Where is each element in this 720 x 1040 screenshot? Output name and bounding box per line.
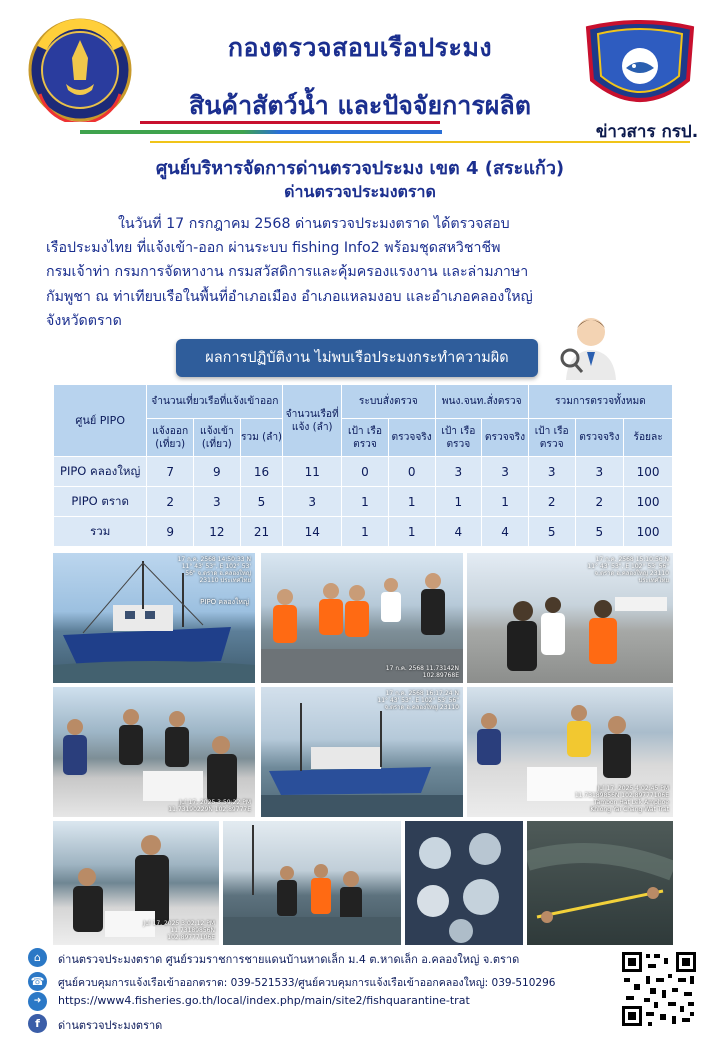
result-banner: ผลการปฏิบัติงาน ไม่พบเรือประมงกระทำความผิด — [176, 339, 538, 377]
table-cell: 100 — [624, 517, 673, 547]
row-label: รวม — [54, 517, 147, 547]
body-line: กัมพูชา ณ ท่าเทียบเรือในพื้นที่อำเภอเมือง อำเภอแหลมงอบ และอำเภอคลองใหญ่ — [46, 288, 533, 305]
col-group-total: รวมการตรวจทั้งหมด — [528, 385, 672, 419]
photo-caption: 17 ก.ค. 2568 14:50:33 N 11° 43' 53", E 102° 53' 56" จ.ตราด อ.คลองใหญ่ 23110 ประเทศไทย — [177, 556, 251, 584]
body-line: ในวันที่ 17 กรกฎาคม 2568 ด่านตรวจประมงตราด ได้ตรวจสอบ — [118, 216, 510, 232]
link-icon: ➜ — [28, 992, 47, 1011]
row-label: PIPO ตราด — [54, 487, 147, 517]
photo-fish-samples — [405, 821, 523, 945]
results-table — [53, 384, 673, 547]
table-row-total — [54, 517, 673, 547]
table-cell: 3 — [528, 457, 575, 487]
sub-header-target: เป้า เรือตรวจ — [435, 419, 482, 457]
photo-pier-boats — [261, 687, 463, 817]
sub-header-sum: รวม (ลำ) — [240, 419, 283, 457]
photo-caption: PIPO คลองใหญ่ — [200, 598, 249, 606]
table-cell: 4 — [435, 517, 482, 547]
checkpoint-title: ด่านตรวจประมงตราด — [284, 182, 436, 201]
sub-header-actual: ตรวจจริง — [388, 419, 435, 457]
table-cell: 0 — [388, 457, 435, 487]
table-cell: 2 — [147, 487, 194, 517]
table-cell: 11 — [283, 457, 342, 487]
photo-collage — [53, 553, 673, 945]
sub-header-actual: ตรวจจริง — [575, 419, 624, 457]
photo-fishing-boat — [53, 553, 255, 683]
table-cell: 2 — [575, 487, 624, 517]
sub-header-out: แจ้งออก (เที่ยว) — [147, 419, 194, 457]
photo-crew-inspection — [261, 553, 463, 683]
table-cell: 14 — [283, 517, 342, 547]
table-cell: 12 — [194, 517, 241, 547]
photo-net-measurement — [527, 821, 673, 945]
center-title: ศูนย์บริหารจัดการด่านตรวจประมง เขต 4 (สระแก้ว) — [155, 158, 565, 179]
header-divider-red — [140, 121, 440, 124]
header-divider-gradient — [80, 130, 442, 134]
table-cell: 1 — [342, 517, 389, 547]
table-cell: 5 — [528, 517, 575, 547]
sub-header-in: แจ้งเข้า (เที่ยว) — [194, 419, 241, 457]
table-cell: 3 — [283, 487, 342, 517]
footer-address-row — [28, 948, 628, 970]
photo-caption: Jul 17, 2025 3:02:12 PM 11.73189856N 102.89777106E — [143, 920, 215, 941]
table-cell: 1 — [342, 487, 389, 517]
facebook-icon: f — [28, 1014, 47, 1033]
table-cell: 5 — [575, 517, 624, 547]
photo-caption: Jul 17, 2025 3:59:22 PM 11.73190229N 102.89777E — [168, 799, 251, 813]
footer-url-row — [28, 992, 628, 1014]
footer-phone: ศูนย์ควบคุมการแจ้งเรือเข้าออกตราด: 039-521533/ศูนย์ควบคุมการแจ้งเรือเข้าออกคลองใหญ่: 039-510296 — [58, 977, 556, 989]
qr-code[interactable] — [620, 950, 698, 1028]
table-row — [54, 487, 673, 517]
footer-url[interactable]: https://www4.fisheries.go.th/local/index.php/main/site2/fishquarantine-trat — [58, 994, 470, 1007]
footer-phone-row — [28, 972, 628, 994]
sub-header-percent: ร้อยละ — [624, 419, 673, 457]
col-header-pipo: ศูนย์ PIPO — [54, 385, 147, 457]
table-cell: 3 — [194, 487, 241, 517]
table-cell: 3 — [482, 457, 529, 487]
table-cell: 9 — [147, 517, 194, 547]
header-title-line2: สินค้าสัตว์น้ำ และปัจจัยการผลิต — [189, 91, 531, 120]
table-cell: 0 — [342, 457, 389, 487]
photo-officer-writing — [53, 821, 219, 945]
body-line: เรือประมงไทย ที่แจ้งเข้า-ออก ผ่านระบบ fishing Info2 พร้อมชุดสหวิชาชีพ — [46, 240, 501, 257]
table-row — [54, 457, 673, 487]
footer-address: ด่านตรวจประมงตราด ศูนย์รวมราชการชายแดนบ้านหาดเล็ก ม.4 ต.หาดเล็ก อ.คลองใหญ่ จ.ตราด — [58, 953, 520, 966]
table-cell: 3 — [575, 457, 624, 487]
body-line: จังหวัดตราด — [46, 312, 122, 329]
sub-header-target: เป้า เรือตรวจ — [342, 419, 389, 457]
photo-table-inspection — [467, 687, 673, 817]
fishery-inspection-badge-logo — [584, 20, 696, 120]
row-label: PIPO คลองใหญ่ — [54, 457, 147, 487]
table-cell: 1 — [388, 517, 435, 547]
table-cell: 7 — [147, 457, 194, 487]
news-label: ข่าวสาร กรป. — [595, 122, 699, 142]
col-group-trips: จำนวนเที่ยวเรือที่แจ้งเข้าออก — [147, 385, 283, 419]
table-cell: 3 — [435, 457, 482, 487]
photo-caption: 17 ก.ค. 2568 15:10:56 N 11° 43' 53", E 102° 53' 56" จ.ตราด อ.คลองใหญ่ 23110 ประเทศไทย — [587, 556, 669, 584]
table-cell: 2 — [528, 487, 575, 517]
table-cell: 21 — [240, 517, 283, 547]
photo-sample-inspection — [53, 687, 255, 817]
body-line: กรมเจ้าท่า กรมการจัดหางาน กรมสวัสดิการและคุ้มครองแรงงาน และล่ามภาษา — [46, 264, 529, 281]
photo-document-check — [467, 553, 673, 683]
table-cell: 1 — [482, 487, 529, 517]
sub-header-target: เป้า เรือตรวจ — [528, 419, 575, 457]
footer-facebook[interactable]: ด่านตรวจประมงตราด — [58, 1019, 163, 1032]
col-group-system-order: ระบบสั่งตรวจ — [342, 385, 435, 419]
table-cell: 1 — [435, 487, 482, 517]
photo-caption: 17 ก.ค. 2568 11.73142N 102.89768E — [385, 665, 459, 679]
table-cell: 1 — [388, 487, 435, 517]
header-title-line1: กองตรวจสอบเรือประมง — [227, 33, 493, 62]
home-icon: ⌂ — [28, 948, 47, 967]
inspector-illustration-icon — [556, 310, 626, 380]
footer-facebook-row — [28, 1014, 628, 1036]
table-cell: 9 — [194, 457, 241, 487]
header — [0, 0, 720, 150]
sub-header-actual: ตรวจจริง — [482, 419, 529, 457]
col-group-officer-order: พนง.จนท.สั่งตรวจ — [435, 385, 528, 419]
photo-caption: Jul 17, 2025 4:02:45 PM 11.73189856N 102.89777106E Tambon Hat Lek Amphoe Khlong Yai Chang Wat Trat — [574, 785, 669, 813]
table-cell: 16 — [240, 457, 283, 487]
phone-icon: ☎ — [28, 972, 47, 991]
table-cell: 100 — [624, 457, 673, 487]
table-cell: 5 — [240, 487, 283, 517]
table-cell: 4 — [482, 517, 529, 547]
photo-dock-officers — [223, 821, 401, 945]
department-of-fisheries-seal-logo — [28, 18, 132, 122]
col-header-vessels: จำนวนเรือที่แจ้ง (ลำ) — [283, 385, 342, 457]
photo-caption: 17 ก.ค. 2568 16:17:24 N 11° 43' 53", E 102° 53' 56" จ.ตราด อ.คลองใหญ่ 23110 — [377, 690, 459, 711]
table-cell: 100 — [624, 487, 673, 517]
